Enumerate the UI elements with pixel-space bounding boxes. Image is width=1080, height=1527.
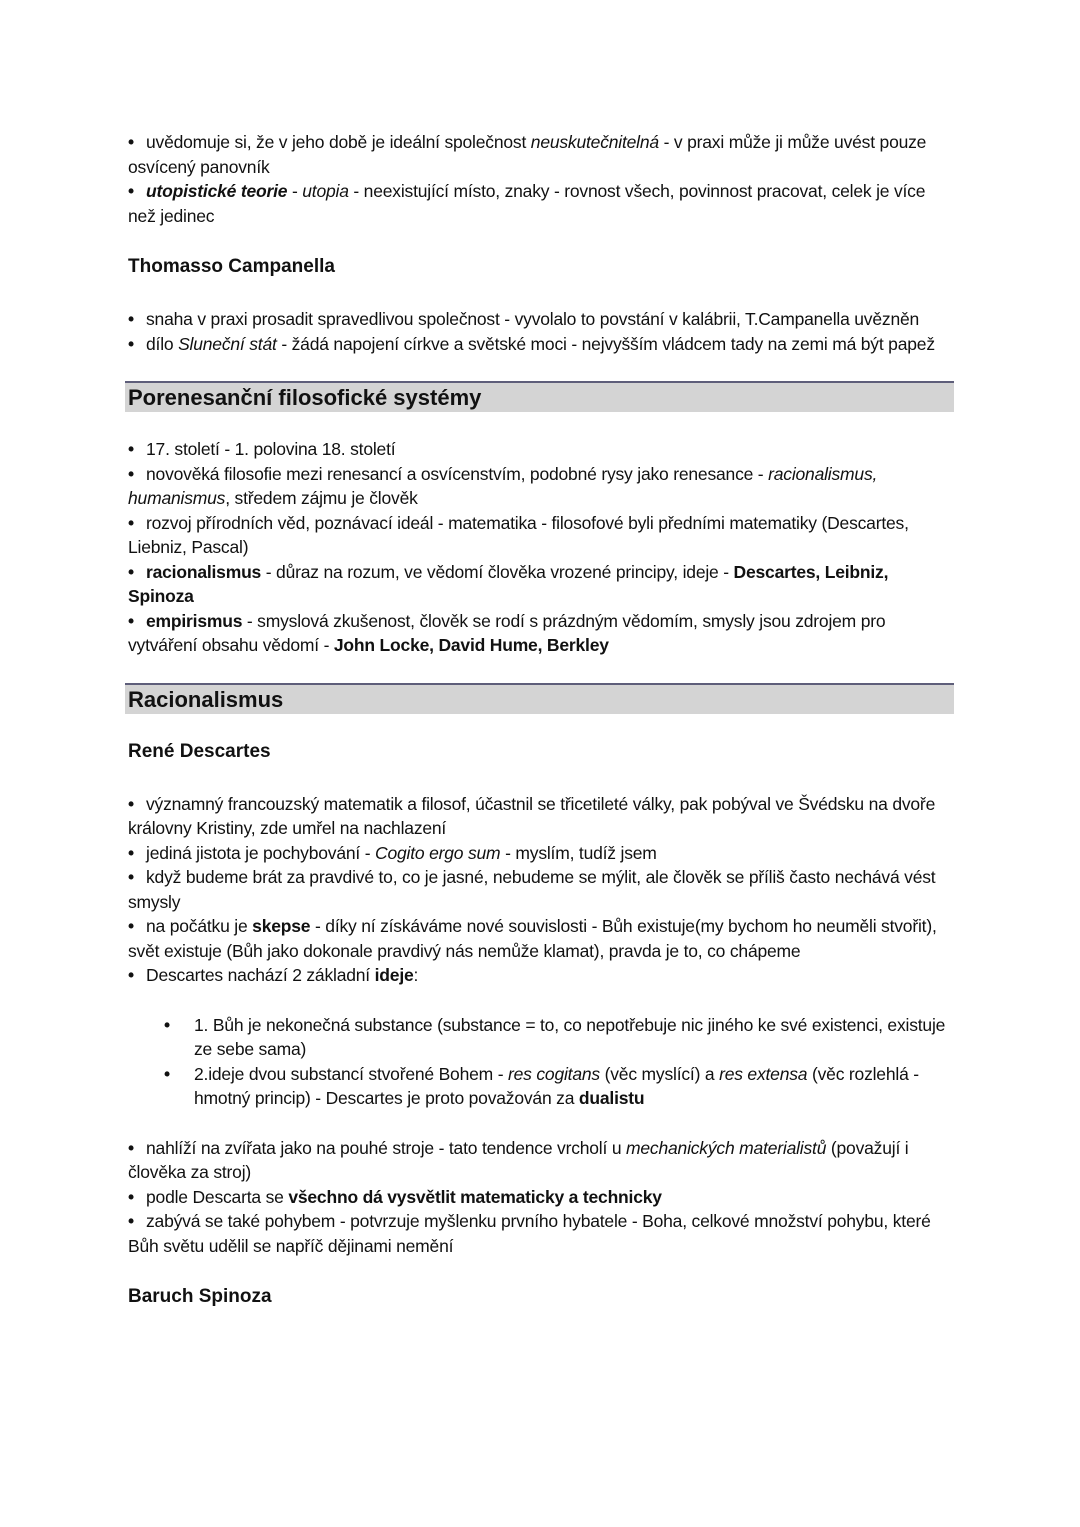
spinoza-heading: Baruch Spinoza <box>128 1286 272 1307</box>
bullet-icon: • <box>128 132 134 152</box>
list-item: • na počátku je skepse - díky ní získáváme nové souvislosti - Bůh existuje(my bychom ho neuměli stvořit), svět existuje (Bůh jako dokonale pravdivý nás nemůže klamat), pravda je to, co chápeme <box>128 916 937 961</box>
bullet-icon: • <box>128 463 134 484</box>
list-item: • významný francouzský matematik a filosof, účastnil se třicetileté války, pak pobýval ve Švédsku na dvoře královny Kristiny, zde umřel na nachlazení <box>128 793 936 838</box>
document-page <box>128 130 954 1310</box>
bullet-icon: • <box>128 610 134 631</box>
list-item: • rozvoj přírodních věd, poznávací ideál - matematika - filosofové byli předními matematiky (Descartes, Liebniz, Pascal) <box>128 512 909 557</box>
list-item: • empirismus - smyslová zkušenost, člověk se rodí s prázdným vědomím, smysly jsou zdrojem pro vytváření obsahu vědomí - John Locke, David Hume, Berkley <box>128 610 886 655</box>
list-item: • podle Descarta se všechno dá vysvětlit matematicky a technicky <box>128 1185 954 1210</box>
list-item: • zabývá se také pohybem - potvrzuje myšlenku prvního hybatele - Boha, celkové množství pohybu, které Bůh světu udělil se napříč dějinami nemění <box>128 1211 931 1256</box>
list-item: • uvědomuje si, že v jeho době je ideální společnost neuskutečnitelná - v praxi může ji může uvést pouze osvícený panovník <box>128 132 927 177</box>
list-item: • 17. století - 1. polovina 18. století <box>128 437 954 462</box>
list-item: • nahlíží na zvířata jako na pouhé stroje - tato tendence vrcholí u mechanických materialistů (považují i člověka za stroj) <box>128 1137 909 1182</box>
campanella-heading: Thomasso Campanella <box>128 256 335 277</box>
list-item: • když budeme brát za pravdivé to, co je jasné, nebudeme se mýlit, ale člověk se příliš často nechává vést smysly <box>128 867 936 912</box>
list-item: • racionalismus - důraz na rozum, ve vědomí člověka vrozené principy, ideje - Descartes, Leibniz, Spinoza <box>128 561 889 606</box>
bullet-icon: • <box>128 439 134 459</box>
bullet-icon: • <box>128 333 134 354</box>
bullet-icon: • <box>128 867 134 887</box>
bullet-icon: • <box>128 309 134 329</box>
bullet-icon: • <box>128 181 134 201</box>
bullet-icon: • <box>128 793 134 814</box>
descartes-heading: René Descartes <box>128 740 271 762</box>
bullet-icon: • <box>128 1137 134 1158</box>
section-title-racionalismus: Racionalismus <box>125 683 954 714</box>
bullet-icon: • <box>128 1186 134 1207</box>
list-item: • 1. Bůh je nekonečná substance (substance = to, co nepotřebuje nic jiného ke své existenci, existuje ze sebe sama) <box>164 1014 946 1059</box>
ideas-list <box>128 1013 954 1111</box>
list-item: • utopistické teorie - utopia - neexistující místo, znaky - rovnost všech, povinnost pracovat, celek je více než jedinec <box>128 181 926 226</box>
list-item: • 2.ideje dvou substancí stvořené Bohem - res cogitans (věc myslící) a res extensa (věc rozlehlá - hmotný princip) - Descartes je proto považován za dualistu <box>164 1063 919 1108</box>
bullet-icon: • <box>128 512 134 533</box>
section-title-porenesancni: Porenesanční filosofické systémy <box>125 381 954 412</box>
bullet-icon: • <box>128 1211 134 1231</box>
bullet-icon: • <box>164 1014 170 1035</box>
bullet-icon: • <box>128 561 134 582</box>
bullet-icon: • <box>128 916 134 936</box>
bullet-icon: • <box>164 1063 170 1084</box>
bullet-icon: • <box>128 965 134 985</box>
list-item: • novověká filosofie mezi renesancí a osvícenstvím, podobné rysy jako renesance - racionalismus, humanismus, středem zájmu je člověk <box>128 463 878 508</box>
list-item: • snaha v praxi prosadit spravedlivou společnost - vyvolalo to povstání v kalábrii, T.Campanella uvězněn <box>128 307 954 332</box>
list-item: • dílo Sluneční stát - žádá napojení církve a světské moci - nejvyšším vládcem tady na zemi má být papež <box>128 332 954 357</box>
list-item: • Descartes nachází 2 základní ideje: <box>128 963 954 988</box>
list-item: • jediná jistota je pochybování - Cogito ergo sum - myslím, tudíž jsem <box>128 841 954 866</box>
bullet-icon: • <box>128 842 134 863</box>
